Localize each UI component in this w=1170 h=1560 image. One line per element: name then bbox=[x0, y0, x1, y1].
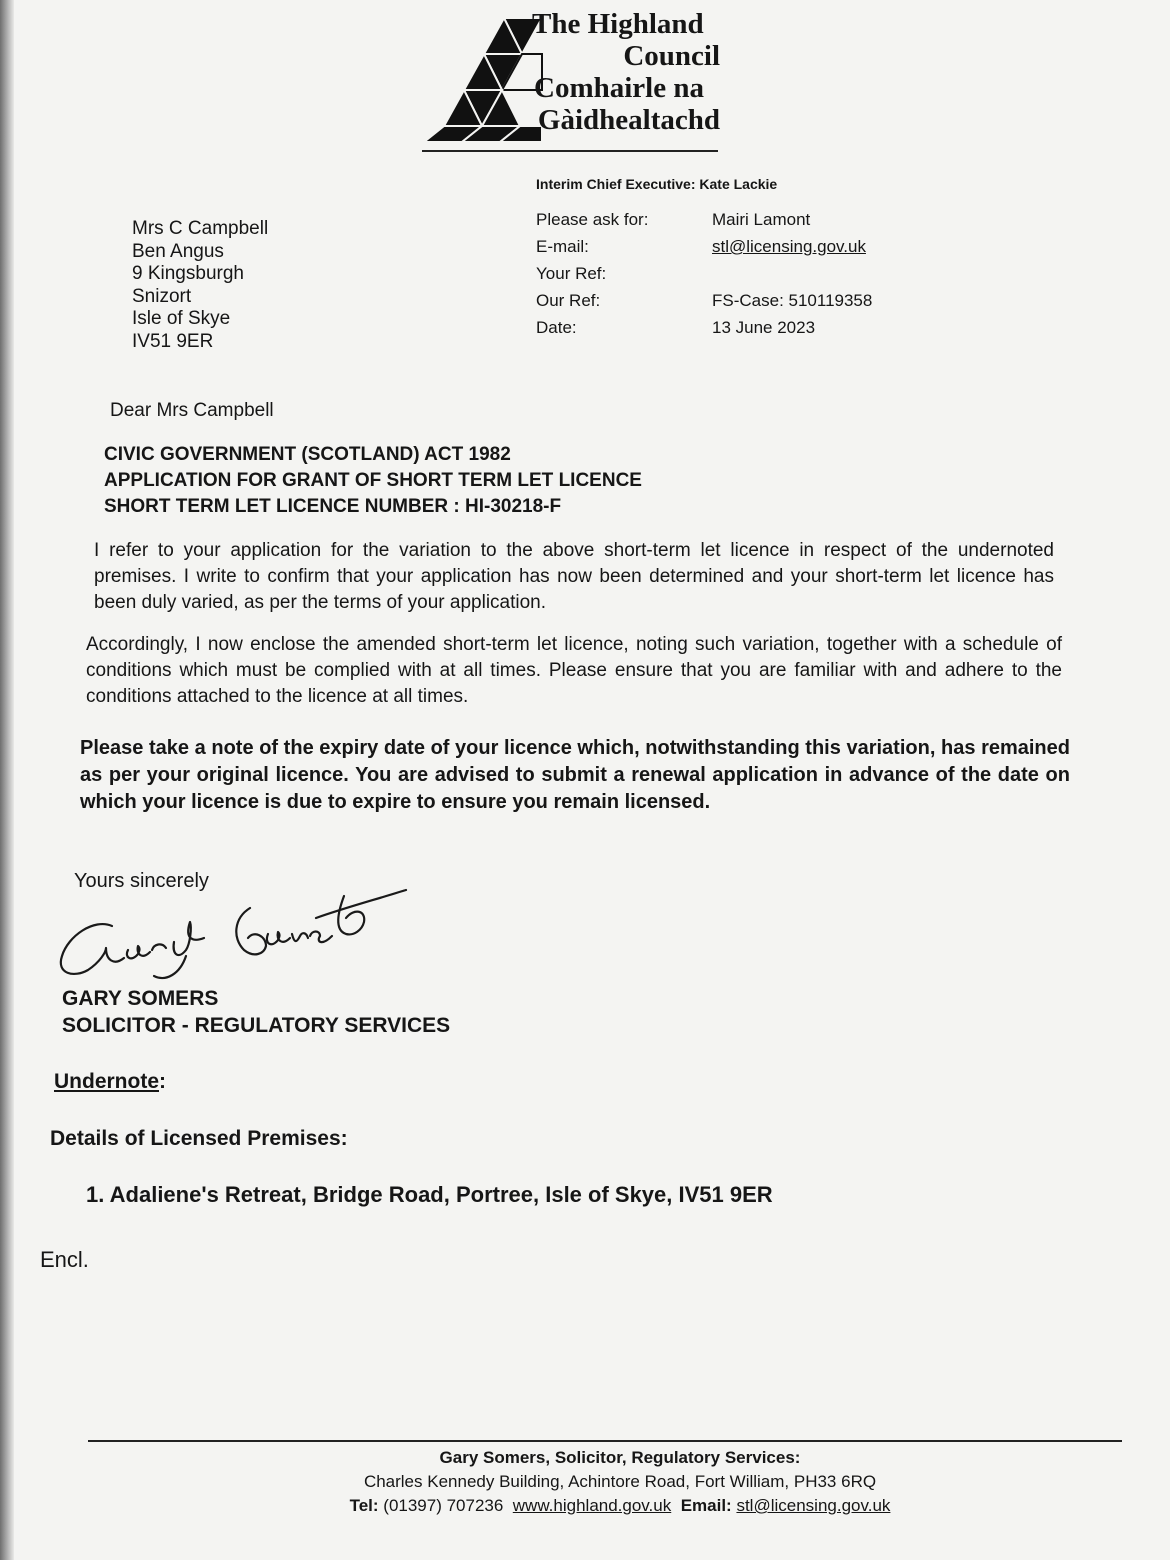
ref-email-link[interactable]: stl@licensing.gov.uk bbox=[712, 237, 866, 256]
ref-row-email bbox=[536, 233, 872, 260]
ref-value: FS-Case: 510119358 bbox=[712, 291, 873, 310]
ref-row-our-ref bbox=[536, 287, 872, 314]
enclosure-note: Encl. bbox=[40, 1247, 89, 1272]
signer-block bbox=[62, 985, 450, 1039]
ref-value: 13 June 2023 bbox=[712, 318, 816, 337]
salutation: Dear Mrs Campbell bbox=[110, 400, 274, 421]
details-heading: Details of Licensed Premises: bbox=[50, 1127, 348, 1150]
footer-contact-line bbox=[280, 1494, 960, 1518]
handwritten-signature bbox=[54, 878, 414, 988]
chief-executive-line: Interim Chief Executive: Kate Lackie bbox=[536, 176, 778, 192]
address-line: Mrs C Campbell bbox=[132, 218, 269, 239]
ref-label: Our Ref: bbox=[536, 291, 601, 310]
council-name bbox=[520, 8, 720, 136]
heading-line: SHORT TERM LET LICENCE NUMBER : HI-30218-F bbox=[104, 496, 562, 517]
footer-email-link[interactable]: stl@licensing.gov.uk bbox=[736, 1496, 891, 1515]
body-paragraph-1: I refer to your application for the variation to the above short-term let licence in respect of the undernoted premises. I write to confirm that your application has now been determined and your short-term let licence has been duly varied, as per the terms of your application. bbox=[94, 540, 1054, 613]
heading-line: CIVIC GOVERNMENT (SCOTLAND) ACT 1982 bbox=[104, 444, 511, 465]
footer-address: Charles Kennedy Building, Achintore Road, Fort William, PH33 6RQ bbox=[363, 1472, 877, 1491]
ref-value: Mairi Lamont bbox=[712, 210, 811, 229]
footer-tel: (01397) 707236 bbox=[383, 1496, 504, 1515]
council-name-en-1: The Highland bbox=[532, 8, 704, 40]
signer-name: GARY SOMERS bbox=[62, 987, 219, 1010]
undernote-colon: : bbox=[159, 1070, 166, 1093]
address-line: Snizort bbox=[132, 285, 192, 307]
footer-website-link[interactable]: www.highland.gov.uk bbox=[512, 1496, 672, 1515]
address-line: IV51 9ER bbox=[132, 330, 214, 352]
recipient-address bbox=[132, 218, 268, 353]
undernote-heading bbox=[54, 1070, 166, 1094]
body-paragraph-expiry-notice: Please take a note of the expiry date of your licence which, notwithstanding this variation, has remained as per your original licence. You are advised to submit a renewal application in advance of the date on which your licence is due to expire to ensure you remain licensed. bbox=[80, 737, 1070, 813]
footer-contact-name: Gary Somers, Solicitor, Regulatory Services: bbox=[439, 1448, 801, 1467]
footer-tel-label: Tel: bbox=[349, 1496, 379, 1515]
address-line: Isle of Skye bbox=[132, 308, 231, 329]
ref-row-your-ref bbox=[536, 260, 872, 287]
closing: Yours sincerely bbox=[74, 870, 209, 892]
signer-title: SOLICITOR - REGULATORY SERVICES bbox=[62, 1014, 451, 1037]
heading-line: APPLICATION FOR GRANT OF SHORT TERM LET LICENCE bbox=[104, 470, 642, 491]
address-line: Ben Angus bbox=[132, 240, 224, 262]
reference-block bbox=[536, 206, 872, 341]
council-name-gd-1: Comhairle na bbox=[534, 72, 704, 104]
council-name-en-2: Council bbox=[623, 40, 720, 72]
body-paragraph-2: Accordingly, I now enclose the amended short-term let licence, noting such variation, together with a schedule of conditions which must be complied with at all times. Please ensure that you are familiar with and adhere to the conditions attached to the licence at all times. bbox=[86, 634, 1062, 707]
ref-row-ask-for bbox=[536, 206, 872, 233]
logo-divider bbox=[422, 150, 718, 152]
premises-item: 1. Adaliene's Retreat, Bridge Road, Portree, Isle of Skye, IV51 9ER bbox=[86, 1182, 773, 1207]
council-name-gd-2: Gàidhealtachd bbox=[537, 104, 720, 136]
footer-email-label: Email: bbox=[680, 1496, 732, 1515]
ref-row-date bbox=[536, 314, 872, 341]
ref-label: Date: bbox=[536, 318, 577, 337]
ref-label: Your Ref: bbox=[536, 264, 607, 283]
footer-divider bbox=[88, 1440, 1122, 1442]
ref-label: Please ask for: bbox=[536, 210, 649, 229]
letter-heading bbox=[104, 442, 642, 520]
footer bbox=[280, 1446, 960, 1518]
address-line: 9 Kingsburgh bbox=[132, 263, 244, 284]
undernote-label: Undernote bbox=[54, 1070, 159, 1093]
ref-label: E-mail: bbox=[536, 237, 589, 256]
